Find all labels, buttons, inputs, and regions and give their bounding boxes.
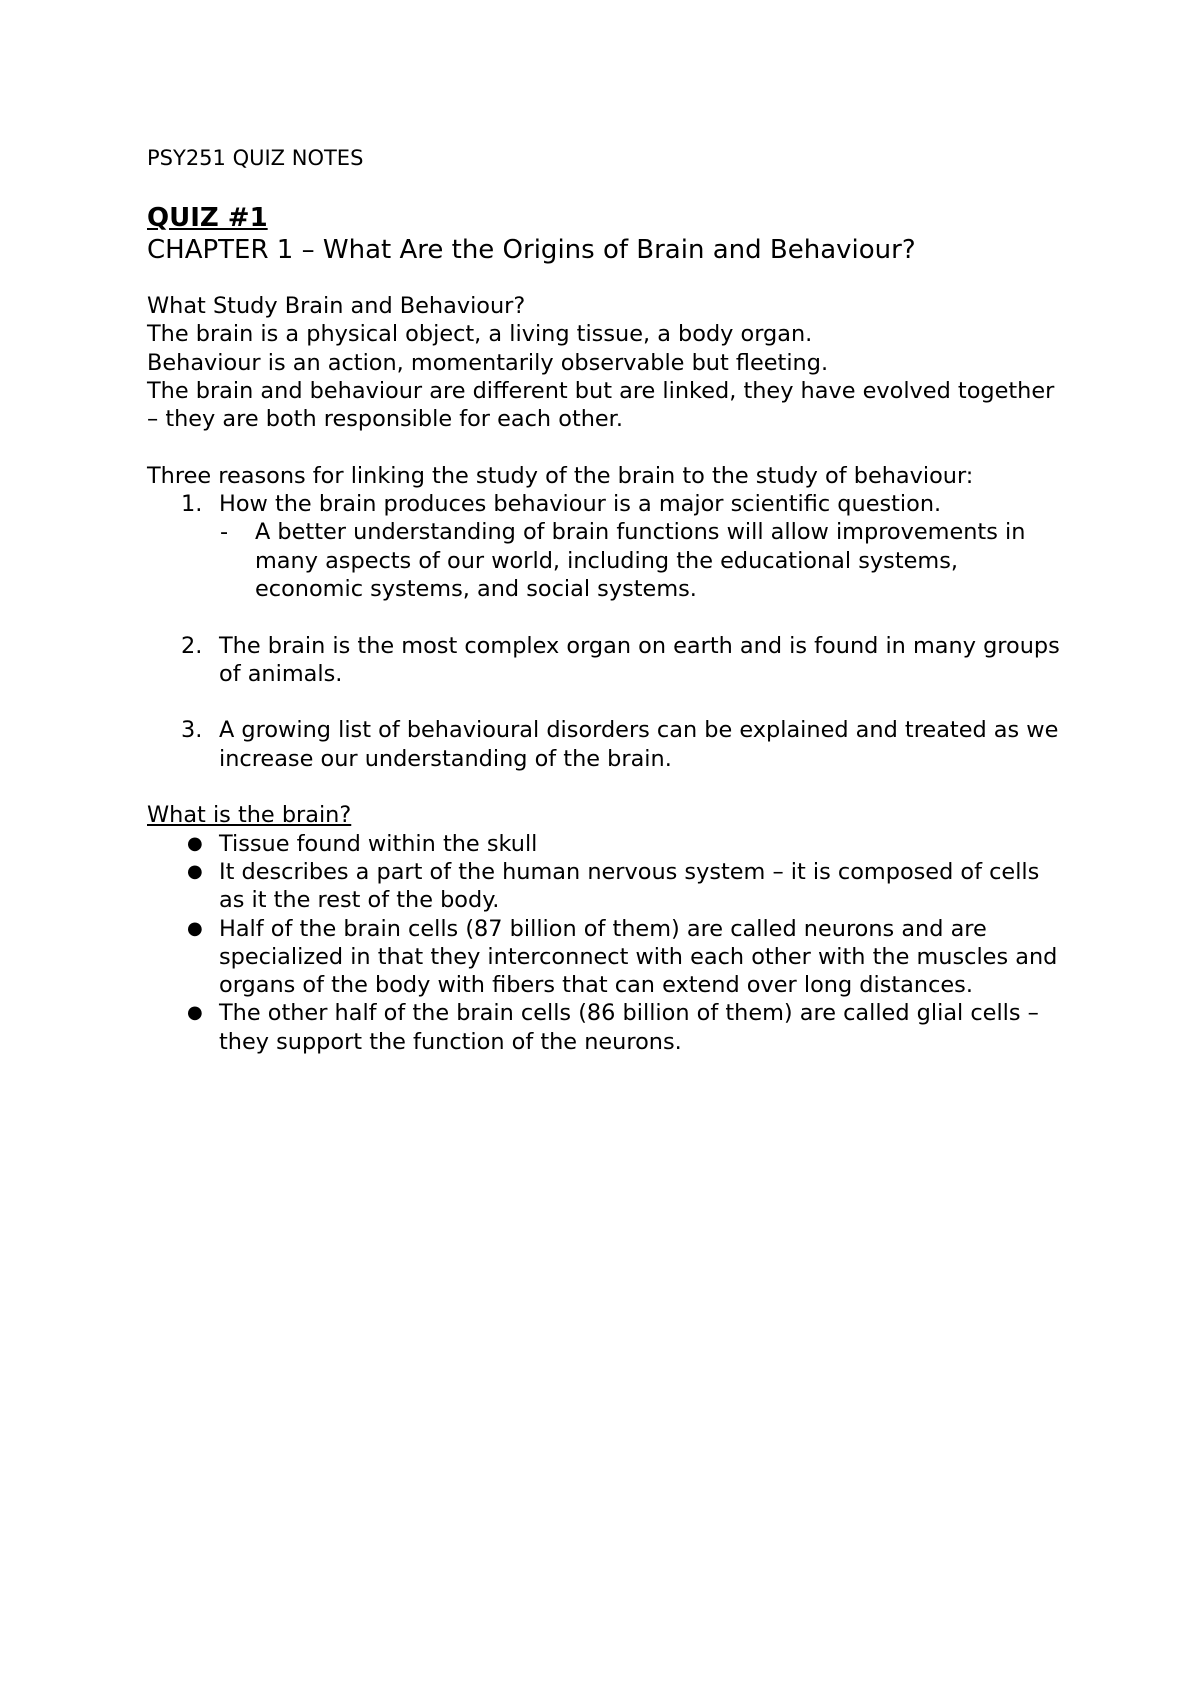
list-number: 3. — [181, 717, 203, 744]
list-number: 1. — [181, 491, 203, 518]
list-item — [147, 999, 1067, 1056]
bullet-icon: ● — [187, 832, 203, 854]
section-why-study — [147, 292, 1067, 433]
list-item — [147, 716, 1067, 773]
reasons-list — [147, 490, 1067, 773]
list-item-text: Half of the brain cells (87 billion of them) are called neurons and are specialized in that they interconnect with each other with the muscles and organs of the body with fibers that can extend over long distances. — [219, 915, 1058, 999]
list-item — [147, 858, 1067, 915]
bullet-list — [147, 830, 1067, 1056]
list-item — [147, 632, 1067, 689]
reasons-intro: Three reasons for linking the study of the brain to the study of behaviour: — [147, 462, 974, 489]
section-what-is-brain — [147, 801, 1067, 1056]
paragraph-line: The brain and behaviour are different but are linked, they have evolved together – they are both responsible for each other. — [147, 377, 1055, 433]
bullet-icon: ● — [187, 860, 203, 882]
list-item-text: How the brain produces behaviour is a major scientific question. — [219, 491, 942, 518]
paragraph-line: Behaviour is an action, momentarily observable but fleeting. — [147, 349, 829, 376]
list-item-text: The other half of the brain cells (86 billion of them) are called glial cells – they support the function of the neurons. — [219, 1000, 1039, 1055]
list-item-text: The brain is the most complex organ on earth and is found in many groups of animals. — [219, 632, 1060, 687]
sub-list-item-text: A better understanding of brain functions will allow improvements in many aspects of our world, including the educational systems, economic systems, and social systems. — [255, 519, 1026, 602]
bullet-icon: ● — [187, 917, 203, 939]
paragraph-line: The brain is a physical object, a living tissue, a body organ. — [147, 321, 813, 348]
list-item-text: Tissue found within the skull — [219, 830, 538, 857]
list-item — [147, 490, 1067, 603]
course-heading: PSY251 QUIZ NOTES — [147, 146, 364, 170]
list-item — [147, 915, 1067, 1000]
section-heading: What is the brain? — [147, 802, 352, 829]
sub-list-item — [219, 518, 1067, 603]
document-body — [147, 266, 1067, 1056]
list-item-text: It describes a part of the human nervous system – it is composed of cells as it the rest of the body. — [219, 858, 1040, 914]
document-page — [147, 144, 1067, 1056]
section-heading: What Study Brain and Behaviour? — [147, 293, 526, 319]
quiz-title: QUIZ #1 — [147, 203, 268, 233]
list-number: 2. — [181, 632, 203, 659]
chapter-title: CHAPTER 1 – What Are the Origins of Brain and Behaviour? — [147, 235, 916, 265]
dash-marker: - — [220, 519, 229, 546]
list-item-text: A growing list of behavioural disorders can be explained and treated as we increase our understanding of the brain. — [219, 717, 1059, 772]
section-reasons — [147, 462, 1067, 773]
list-item — [147, 830, 1067, 858]
bullet-icon: ● — [187, 1002, 203, 1024]
